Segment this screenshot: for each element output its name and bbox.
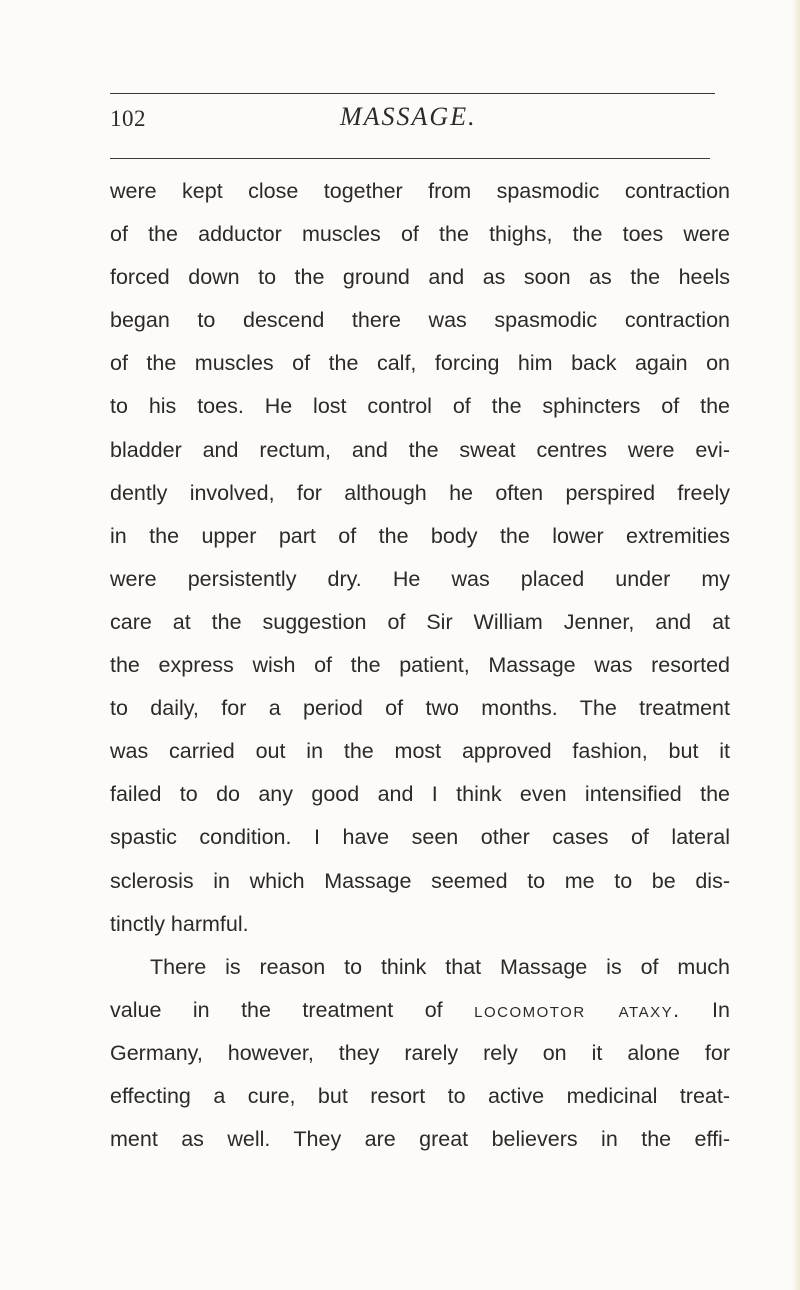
text-line: spastic condition. I have seen other cases of lateral bbox=[110, 825, 730, 850]
text-line: effecting a cure, but resort to active medicinal treat- bbox=[110, 1083, 730, 1108]
text-line: was carried out in the most approved fashion, but it bbox=[110, 739, 730, 764]
page-number: 102 bbox=[110, 106, 146, 131]
text-line: to his toes. He lost control of the sphincters of the bbox=[110, 394, 730, 419]
text-line: in the upper part of the body the lower extremities bbox=[110, 523, 730, 548]
text-line: failed to do any good and I think even intensified the bbox=[110, 782, 730, 807]
text-line: sclerosis in which Massage seemed to me to be dis- bbox=[110, 868, 730, 893]
text-line: ment as well. They are great believers in the effi- bbox=[110, 1127, 730, 1152]
text-line: care at the suggestion of Sir William Jenner, and at bbox=[110, 609, 730, 634]
text-line: tinctly harmful. bbox=[110, 911, 249, 936]
header-top-rule bbox=[110, 93, 715, 94]
text-fragment: value in the treatment of bbox=[110, 997, 443, 1022]
text-line-with-smallcaps bbox=[110, 989, 730, 1032]
text-line: bladder and rectum, and the sweat centres were evi- bbox=[110, 437, 730, 462]
text-line: of the adductor muscles of the thighs, the toes were bbox=[110, 222, 730, 247]
body-text bbox=[110, 170, 730, 1161]
text-line: the express wish of the patient, Massage was resorted bbox=[110, 653, 730, 678]
text-fragment: In bbox=[712, 997, 730, 1022]
text-line: forced down to the ground and as soon as the heels bbox=[110, 265, 730, 290]
text-line: were persistently dry. He was placed under my bbox=[110, 566, 730, 591]
text-line: to daily, for a period of two months. The treatment bbox=[110, 696, 730, 721]
page-edge-shadow bbox=[792, 0, 800, 1290]
smallcaps-term: locomotor ataxy. bbox=[474, 997, 681, 1022]
text-line: dently involved, for although he often perspired freely bbox=[110, 480, 730, 505]
paragraph-first-line: There is reason to think that Massage is of much bbox=[150, 954, 730, 979]
header-bottom-rule bbox=[110, 158, 710, 159]
text-line: of the muscles of the calf, forcing him back again on bbox=[110, 351, 730, 376]
text-line: began to descend there was spasmodic contraction bbox=[110, 308, 730, 333]
running-title: MASSAGE. bbox=[340, 102, 477, 131]
text-line: Germany, however, they rarely rely on it alone for bbox=[110, 1040, 730, 1065]
text-line: were kept close together from spasmodic contraction bbox=[110, 179, 730, 203]
